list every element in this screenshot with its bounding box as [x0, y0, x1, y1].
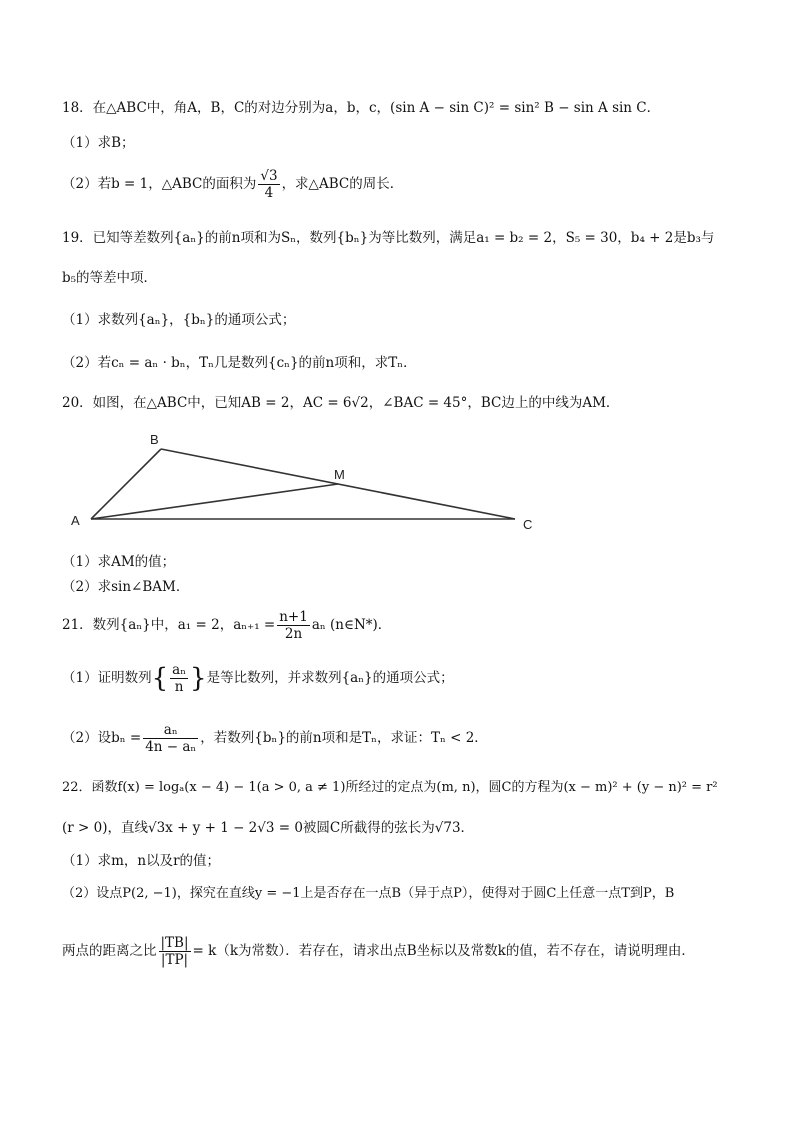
- q22-part3-text-b: = k（k为常数）．若存在，请求出点B坐标以及常数k的值，若不存在，请说明理由．: [192, 943, 695, 959]
- q22-stem-line1: 22．函数f(x) = logₐ(x − 4) − 1(a > 0, a ≠ 1)所经过的定点为(m, n)，圆C的方程为(x − m)² + (y − n)² = r²: [62, 780, 718, 795]
- q20-part2: （2）求sin∠BAM．: [62, 579, 190, 595]
- q22-part1: （1）求m，n以及r的值；: [62, 853, 221, 869]
- q19-stem-line2: b₅的等差中项．: [62, 270, 158, 286]
- q22-stem-line2: (r > 0)，直线√3x + y + 1 − 2√3 = 0被圆C所截得的弦长为√73．: [62, 820, 475, 836]
- q21-part2-text-b: ，若数列{bₙ}的前n项和是Tₙ，求证：Tₙ < 2．: [200, 730, 488, 746]
- q20-part1: （1）求AM的值；: [62, 554, 176, 570]
- q21-stem-text-a: 21．数列{aₙ}中，a₁ = 2，aₙ₊₁ =: [62, 617, 276, 633]
- q21-p1-frac-den: n: [174, 679, 184, 695]
- q22-part3: [62, 935, 695, 968]
- segment-am: [91, 484, 338, 519]
- q18-part2-text-a: （2）若b = 1，△ABC的面积为: [62, 176, 257, 192]
- q21-recurrence-fraction: [277, 609, 310, 642]
- label-c: C: [523, 517, 533, 532]
- q21-part2-text-a: （2）设bₙ =: [62, 730, 142, 746]
- q21-part1: [62, 662, 454, 695]
- q21-p2-frac-num: aₙ: [143, 722, 198, 739]
- q21-p1-frac-num: aₙ: [172, 662, 187, 678]
- q18-part2-text-b: ，求△ABC的周长．: [281, 176, 404, 192]
- q18-frac-den: 4: [264, 185, 274, 201]
- left-brace: {: [151, 663, 169, 694]
- q20-stem: 20．如图，在△ABC中，已知AB = 2，AC = 6√2，∠BAC = 45°，BC边上的中线为AM．: [62, 395, 620, 411]
- q18-part2: [62, 168, 403, 201]
- q21-p2-frac-den: 4n − aₙ: [145, 739, 197, 755]
- label-a: A: [71, 513, 80, 528]
- label-b: B: [150, 432, 159, 447]
- q21-part2: [62, 722, 488, 755]
- q22-frac-num: |TB|: [160, 935, 189, 951]
- q18-frac-num: √3: [260, 168, 278, 184]
- q22-frac-den: |TP|: [160, 952, 189, 968]
- right-brace: }: [190, 663, 207, 694]
- q18-part1: （1）求B；: [62, 135, 135, 151]
- segment-ab: [91, 449, 161, 519]
- q21-stem: [62, 609, 391, 642]
- q21-stem-text-b: aₙ (n∈N*)．: [311, 617, 392, 633]
- q21-bn-fraction: [143, 722, 198, 755]
- q21-frac-den: 2n: [284, 626, 303, 642]
- q21-frac-num: n+1: [279, 609, 308, 625]
- label-m: M: [334, 467, 345, 482]
- q20-triangle-figure: [60, 428, 550, 538]
- q22-part2: （2）设点P(2, −1)，探究在直线y = −1上是否存在一点B（异于点P），使得对于圆C上任意一点T到P，B: [62, 886, 675, 901]
- q21-part1-text-a: （1）证明数列: [62, 670, 152, 686]
- q22-part3-text-a: 两点的距离之比: [62, 943, 157, 959]
- q21-ratio-fraction: [170, 662, 188, 695]
- q19-part2: （2）若cₙ = aₙ · bₙ，Tₙ几是数列{cₙ}的前n项和，求Tₙ．: [62, 355, 417, 371]
- q18-area-fraction: [258, 168, 279, 201]
- q18-stem: 18．在△ABC中，角A，B，C的对边分别为a，b，c，(sin A − sin C)² = sin² B − sin A sin C．: [62, 100, 661, 116]
- q22-distance-ratio-fraction: [159, 935, 191, 968]
- q19-part1: （1）求数列{aₙ}，{bₙ}的通项公式；: [62, 312, 296, 328]
- q21-part1-text-b: 是等比数列，并求数列{aₙ}的通项公式；: [206, 670, 454, 686]
- q19-stem-line1: 19．已知等差数列{aₙ}的前n项和为Sₙ，数列{bₙ}为等比数列，满足a₁ = b₂ = 2，S₅ = 30，b₄ + 2是b₃与: [62, 230, 715, 246]
